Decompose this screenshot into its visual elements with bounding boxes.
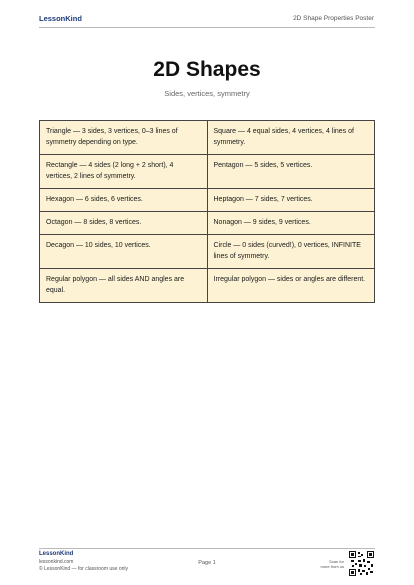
- footer-brand: LessonKind: [39, 551, 74, 557]
- table-cell: Nonagon — 9 sides, 9 vertices.: [207, 212, 375, 235]
- table-cell: Regular polygon — all sides AND angles are equal.: [40, 269, 208, 303]
- table-cell: Decagon — 10 sides, 10 vertices.: [40, 235, 208, 269]
- header-divider: [39, 27, 375, 28]
- table-row: [40, 269, 375, 303]
- scan-caption-line: more from us: [320, 564, 344, 569]
- scan-caption: [304, 559, 344, 569]
- brand-logo-text: LessonKind: [39, 14, 82, 23]
- page-title: 2D Shapes: [153, 58, 261, 81]
- table-row: [40, 155, 375, 189]
- footer-copyright: © LessonKind — for classroom use only: [39, 566, 129, 572]
- table-cell: Heptagon — 7 sides, 7 vertices.: [207, 189, 375, 212]
- footer-divider: [39, 548, 375, 549]
- scan-caption-line: Scan for: [329, 559, 344, 564]
- table-row: [40, 235, 375, 269]
- page-subtitle: Sides, vertices, symmetry: [164, 89, 250, 98]
- document-title: 2D Shape Properties Poster: [293, 15, 374, 22]
- table-cell: Circle — 0 sides (curved!), 0 vertices, INFINITE lines of symmetry.: [207, 235, 375, 269]
- table-cell: Rectangle — 4 sides (2 long + 2 short), 4 vertices, 2 lines of symmetry.: [40, 155, 208, 189]
- page-number: Page 1: [198, 560, 216, 566]
- table-cell: Square — 4 equal sides, 4 vertices, 4 lines of symmetry.: [207, 121, 375, 155]
- table-row: [40, 212, 375, 235]
- qr-code-icon: [349, 551, 374, 576]
- shapes-table: [39, 120, 375, 303]
- table-cell: Irregular polygon — sides or angles are different.: [207, 269, 375, 303]
- page-header: [0, 0, 414, 30]
- table-row: [40, 121, 375, 155]
- table-row: [40, 189, 375, 212]
- footer-site-link[interactable]: lessonkind.com: [39, 559, 74, 565]
- table-cell: Hexagon — 6 sides, 6 vertices.: [40, 189, 208, 212]
- table-cell: Pentagon — 5 sides, 5 vertices.: [207, 155, 375, 189]
- table-cell: Octagon — 8 sides, 8 vertices.: [40, 212, 208, 235]
- table-cell: Triangle — 3 sides, 3 vertices, 0–3 lines of symmetry depending on type.: [40, 121, 208, 155]
